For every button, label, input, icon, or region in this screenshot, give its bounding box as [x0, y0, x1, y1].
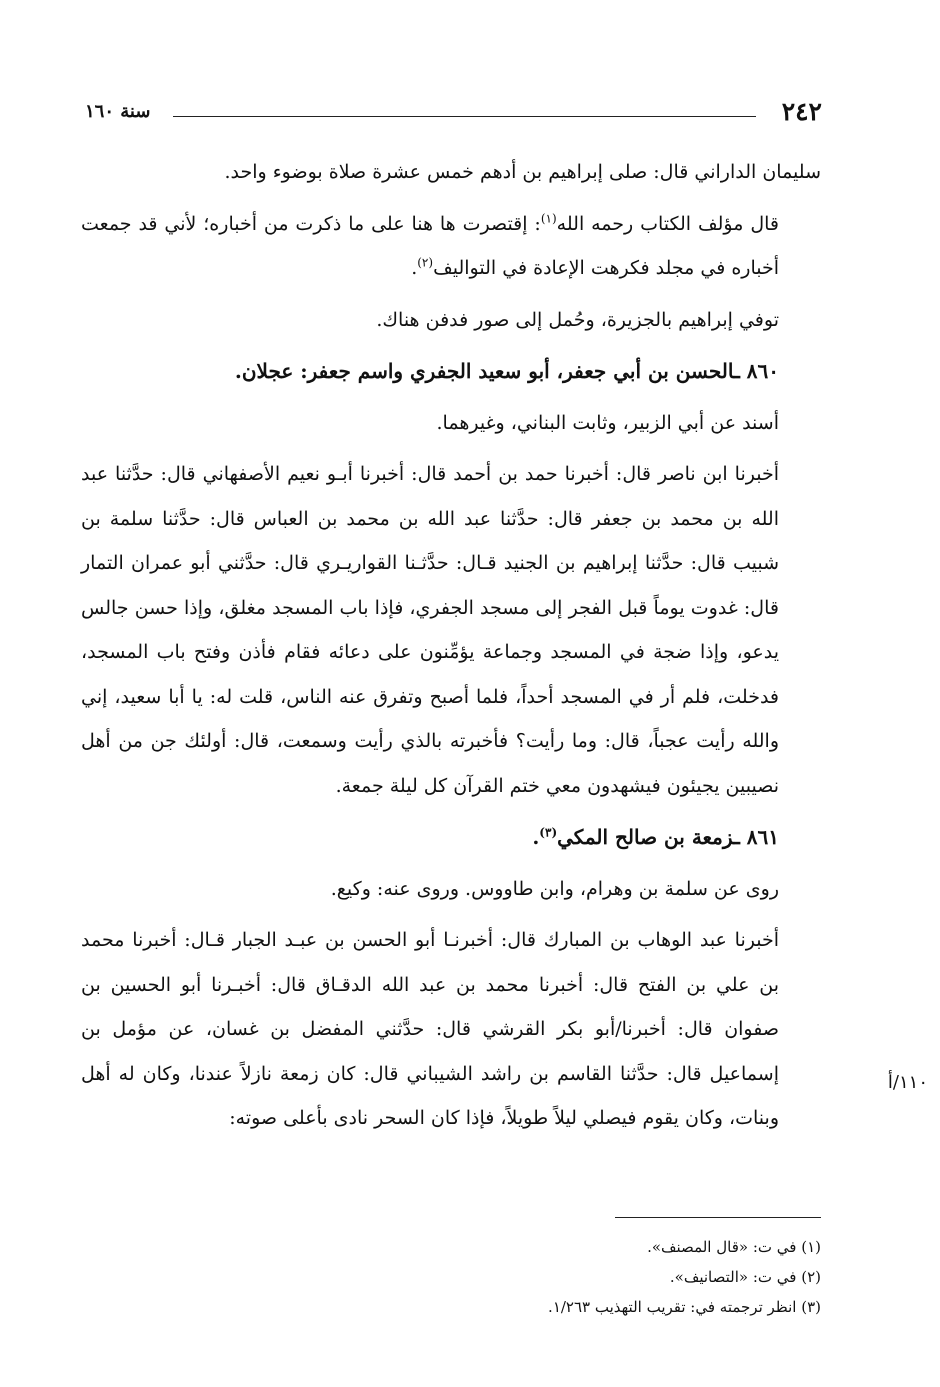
- paragraph-5: أخبرنا ابن ناصر قال: أخبرنا حمد بن أحمد قال: أخبرنا أبـو نعيم الأصفهاني قال: حدَّثنا عبد الله بن محمد بن جعفر قال: حدَّثنا عبد الله بن محمد بن العباس قال: حدَّثنا سلمة بن شبيب قال: حدَّثنا إبراهيم بن الجنيد قـال: حدَّثـنا القواريـري قال: حدَّثني أبو عمران التمار قال: غدوت يوماً قبل الفجر إلى مسجد الجفري، فإذا باب المسجد مغلق، وإذا حسن جالس يدعو، وإذا ضجة في المسجد وجماعة يؤمِّنون على دعائه فقام فأذن وفتح باب المسجد، فدخلت، فلم أر في المسجد أحداً، فلما أصبح وتفرق عنه الناس، قلت له: يا أبا سعيد، إني والله رأيت عجباً، قال: وما رأيت؟ فأخبرته بالذي رأيت وسمعت، قال: أولئك جن من أهل نصيبين يجيئون فيشهدون معي ختم القرآن كل ليلة جمعة.: [81, 463, 779, 797]
- footnote-ref-3[interactable]: (٣): [539, 825, 558, 840]
- paragraph-6: روى عن سلمة بن وهرام، وابن طاووس. وروى عنه: وكيع.: [330, 877, 779, 900]
- footnote-rule: [615, 1217, 821, 1218]
- footnotes: [81, 1232, 821, 1322]
- paragraph-4: أسند عن أبي الزبير، وثابت البناني، وغيرهما.: [436, 411, 779, 434]
- entry-title-860: الحسن بن أبي جعفر، أبو سعيد الجفري واسم جعفر: عجلان.: [234, 359, 734, 383]
- footnote-3: (٣) انظر ترجمته في: تقريب التهذيب ١/٢٦٣.: [548, 1298, 821, 1316]
- paragraph-2: [81, 202, 821, 291]
- footnote-ref-1[interactable]: (١): [540, 211, 557, 226]
- entry-number-860: ٨٦٠ ـ: [733, 359, 779, 383]
- entry-number-861: ٨٦١ ـ: [733, 825, 779, 849]
- entry-title-861-end: .: [532, 825, 540, 849]
- paragraph-1: سليمان الداراني قال: صلى إبراهيم بن أدهم خمس عشرة صلاة بوضوء واحد.: [224, 161, 821, 183]
- year-label: سنة ١٦٠: [85, 101, 151, 122]
- footnote-1: (١) في ت: «قال المصنف».: [647, 1238, 821, 1256]
- body-text: [81, 150, 821, 1141]
- paragraph-2-part-a: قال مؤلف الكتاب رحمه الله: [556, 212, 780, 235]
- running-header: [85, 92, 822, 132]
- entry-heading-860: [81, 349, 821, 394]
- entry-heading-861: [81, 815, 821, 860]
- footnote-ref-2[interactable]: (٢): [417, 255, 434, 270]
- page-number: ٢٤٢: [781, 97, 822, 126]
- paragraph-2-part-c: .: [411, 257, 418, 279]
- header-rule: [173, 116, 756, 117]
- paragraph-3: توفي إبراهيم بالجزيرة، وحُمل إلى صور فدفن هناك.: [376, 308, 779, 331]
- margin-folio-note: ١١٠/أ: [887, 1072, 928, 1093]
- paragraph-2-part-b: : إقتصرت ها هنا على ما ذكرت من أخباره؛ لأني قد جمعت أخباره في مجلد فكرهت الإعادة في التواليف: [81, 212, 779, 279]
- entry-title-861: زمعة بن صالح المكي: [557, 825, 734, 849]
- paragraph-7: أخبرنا عبد الوهاب بن المبارك قال: أخبرنـا أبو الحسن بن عبـد الجبار قـال: أخبرنا محمد بن علي بن الفتح قال: أخبرنا محمد بن عبد الله الدقـاق قال: أخبـرنا أبو الحسين بن صفوان قال: أخبرنا/أبو بكر القرشي قال: حدَّثني المفضل بن غسان، عن مؤمل بن إسماعيل قال: حدَّثنا القاسم بن راشد الشيباني قال: كان زمعة نازلاً عندنا، وكان له أهل وبنات، وكان يقوم فيصلي ليلاً طويلاً، فإذا كان السحر نادى بأعلى صوته:: [81, 929, 779, 1129]
- footnote-2: (٢) في ت: «التصانيف».: [669, 1268, 821, 1286]
